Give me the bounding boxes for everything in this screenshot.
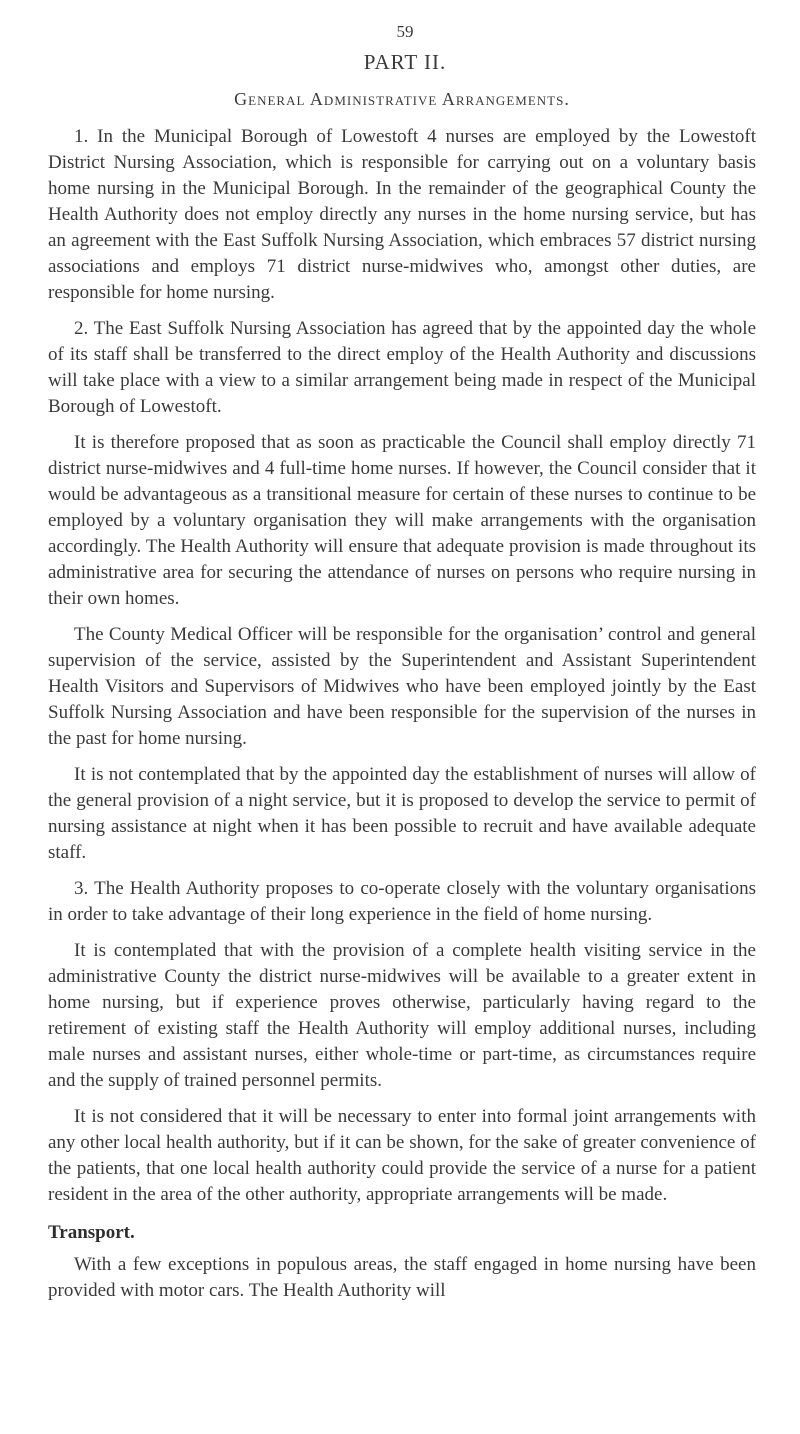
paragraph-3: It is therefore proposed that as soon as practicable the Council shall employ directly 71 district nurse-midwives and 4 full-time home nurses. If however, the Council consider that it would be advantageous as a transitional measure for certain of these nurses to continue to be employed by a voluntary organisation they will make arrangements with the organisation accordingly. The Health Authority will ensure that adequate provision is made throughout its administrative area for securing the attendance of nurses on persons who require nursing in their own homes. (48, 432, 756, 609)
paragraph-6: 3. The Health Authority proposes to co-operate closely with the voluntary organisations in order to take advantage of their long experience in the field of home nursing. (48, 878, 756, 925)
transport-paragraph: With a few exceptions in populous areas, the staff engaged in home nursing have been provided with motor cars. The Health Authority will (48, 1254, 756, 1301)
paragraph-1: 1. In the Municipal Borough of Lowestoft 4 nurses are employed by the Lowestoft District Nursing Association, which is responsible for carrying out on a voluntary basis home nursing in the Municipal Borough. In the remainder of the geographical County the Health Authority does not employ directly any nurses in the home nursing service, but has an agreement with the East Suffolk Nursing Association, which embraces 57 district nursing associations and employs 71 district nurse-midwives who, amongst other duties, are responsible for home nursing. (48, 126, 756, 303)
part-title: PART II. (363, 50, 447, 74)
section-title: General Administrative Arrangements. (234, 89, 570, 109)
paragraph-5: It is not contemplated that by the appointed day the establishment of nurses will allow of the general provision of a night service, but it is proposed to develop the service to permit of nursing assistance at night when it has been possible to recruit and have available adequate staff. (48, 764, 756, 863)
paragraph-4: The County Medical Officer will be responsible for the organisation’ control and general supervision of the service, assisted by the Superintendent and Assistant Superintendent Health Visitors and Supervisors of Midwives who have been employed jointly by the East Suffolk Nursing Association and have been responsible for the supervision of the nurses in the past for home nursing. (48, 624, 756, 749)
paragraph-8: It is not considered that it will be necessary to enter into formal joint arrangements with any other local health authority, but if it can be shown, for the sake of greater convenience of the patients, that one local health authority could provide the service of a nurse for a patient resident in the area of the other authority, appropriate arrangements will be made. (48, 1106, 756, 1205)
page-number: 59 (396, 22, 414, 41)
body-text (48, 124, 756, 1208)
paragraph-7: It is contemplated that with the provision of a complete health visiting service in the administrative County the district nurse-midwives will be available to a greater extent in home nursing, but if experience proves otherwise, particularly having regard to the retirement of existing staff the Health Authority will employ additional nurses, including male nurses and assistant nurses, either whole-time or part-time, as circumstances require and the supply of trained personnel permits. (48, 940, 756, 1091)
paragraph-2: 2. The East Suffolk Nursing Association has agreed that by the appointed day the whole of its staff shall be transferred to the direct employ of the Health Authority and discussions will take place with a view to a similar arrangement being made in respect of the Municipal Borough of Lowestoft. (48, 318, 756, 417)
transport-heading: Transport. (48, 1222, 135, 1243)
